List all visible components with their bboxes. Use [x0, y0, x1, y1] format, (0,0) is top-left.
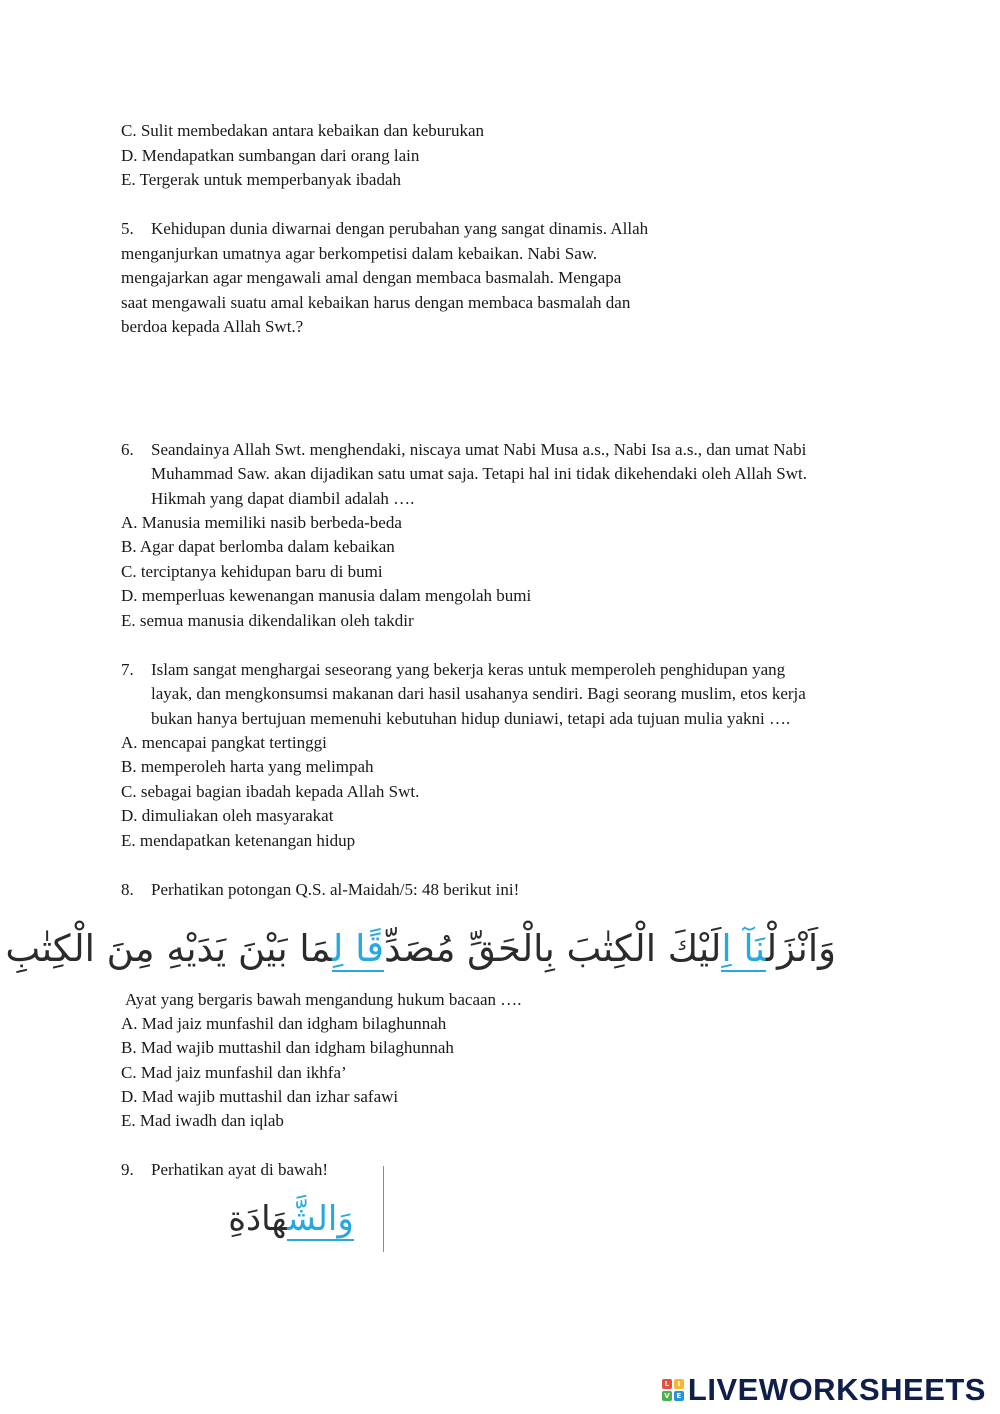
q7-option-a: A. mencapai pangkat tertinggi: [121, 733, 327, 752]
q8-option-e: E. Mad iwadh dan iqlab: [121, 1111, 284, 1130]
q7-line-1: 7. Islam sangat menghargai seseorang yang bekerja keras untuk memperoleh penghidupan yang: [121, 660, 786, 679]
q8-option-c: C. Mad jaiz munfashil dan ikhfa’: [121, 1063, 347, 1082]
q7-option-d: D. dimuliakan oleh masyarakat: [121, 806, 334, 825]
logo-mark-icon: L I V E: [662, 1379, 684, 1401]
q8-prompt: 8. Perhatikan potongan Q.S. al-Maidah/5: 48 berikut ini!: [121, 880, 520, 899]
q9-underlined-segment: وَالشَّ: [287, 1199, 354, 1239]
q7-option-b: B. memperoleh harta yang melimpah: [121, 757, 374, 776]
q7-line-2: layak, dan mengkonsumsi makanan dari hasil usahanya sendiri. Bagi seorang muslim, etos kerja: [151, 684, 806, 703]
brand-name: LIVEWORKSHEETS: [687, 1372, 986, 1407]
q5-number: 5.: [121, 219, 134, 238]
liveworksheets-logo: [662, 1373, 986, 1407]
q6-option-c: C. terciptanya kehidupan baru di bumi: [121, 562, 383, 581]
q6-line-1: 6. Seandainya Allah Swt. menghendaki, niscaya umat Nabi Musa a.s., Nabi Isa a.s., dan umat Nabi: [121, 440, 807, 459]
q5-line-4: saat mengawali suatu amal kebaikan harus dengan membaca basmalah dan: [121, 293, 631, 312]
q8-option-a: A. Mad jaiz munfashil dan idgham bilaghunnah: [121, 1014, 447, 1033]
q5-line-5: berdoa kepada Allah Swt.?: [121, 317, 304, 336]
q8-underlined-segment-2: قًا لِ: [332, 927, 385, 970]
q4-option-c: C. Sulit membedakan antara kebaikan dan keburukan: [121, 121, 485, 140]
q7-line-3: bukan hanya bertujuan memenuhi kebutuhan hidup duniawi, tetapi ada tujuan mulia yakni ….: [151, 709, 791, 728]
q8-number: 8.: [121, 880, 134, 899]
q9-arabic-word: وَالشَّهَادَةِ: [228, 1199, 354, 1239]
q8-arabic-verse: وَاَنْزَلْنَآ اِلَيْكَ الْكِتٰبَ بِالْحَقِّ مُصَدِّقًا لِمَا بَيْنَ يَدَيْهِ مِنَ الْكِتٰبِ: [5, 927, 836, 970]
q5-line-1: 5. Kehidupan dunia diwarnai dengan perubahan yang sangat dinamis. Allah: [121, 219, 649, 238]
q6-option-a: A. Manusia memiliki nasib berbeda-beda: [121, 513, 402, 532]
q9-number: 9.: [121, 1160, 134, 1179]
q6-option-b: B. Agar dapat berlomba dalam kebaikan: [121, 537, 395, 556]
q6-line-3: Hikmah yang dapat diambil adalah ….: [151, 489, 415, 508]
q6-option-d: D. memperluas kewenangan manusia dalam mengolah bumi: [121, 586, 532, 605]
answer-divider-line: [383, 1166, 384, 1252]
q6-number: 6.: [121, 440, 134, 459]
q4-option-d: D. Mendapatkan sumbangan dari orang lain: [121, 146, 420, 165]
q6-line-2: Muhammad Saw. akan dijadikan satu umat saja. Tetapi hal ini tidak dikehendaki oleh Allah Swt.: [151, 464, 808, 483]
q7-option-c: C. sebagai bagian ibadah kepada Allah Swt.: [121, 782, 420, 801]
q8-option-d: D. Mad wajib muttashil dan izhar safawi: [121, 1087, 399, 1106]
q5-line-2: menganjurkan umatnya agar berkompetisi dalam kebaikan. Nabi Saw.: [121, 244, 598, 263]
q8-underlined-segment-1: نَآ اِ: [721, 927, 766, 970]
q8-option-b: B. Mad wajib muttashil dan idgham bilaghunnah: [121, 1038, 454, 1057]
q9-prompt: 9. Perhatikan ayat di bawah!: [121, 1160, 329, 1179]
q7-option-e: E. mendapatkan ketenangan hidup: [121, 831, 356, 850]
q7-number: 7.: [121, 660, 134, 679]
q5-line-3: mengajarkan agar mengawali amal dengan membaca basmalah. Mengapa: [121, 268, 622, 287]
q6-option-e: E. semua manusia dikendalikan oleh takdir: [121, 611, 414, 630]
q8-question: Ayat yang bergaris bawah mengandung hukum bacaan ….: [125, 990, 522, 1009]
q4-option-e: E. Tergerak untuk memperbanyak ibadah: [121, 170, 402, 189]
